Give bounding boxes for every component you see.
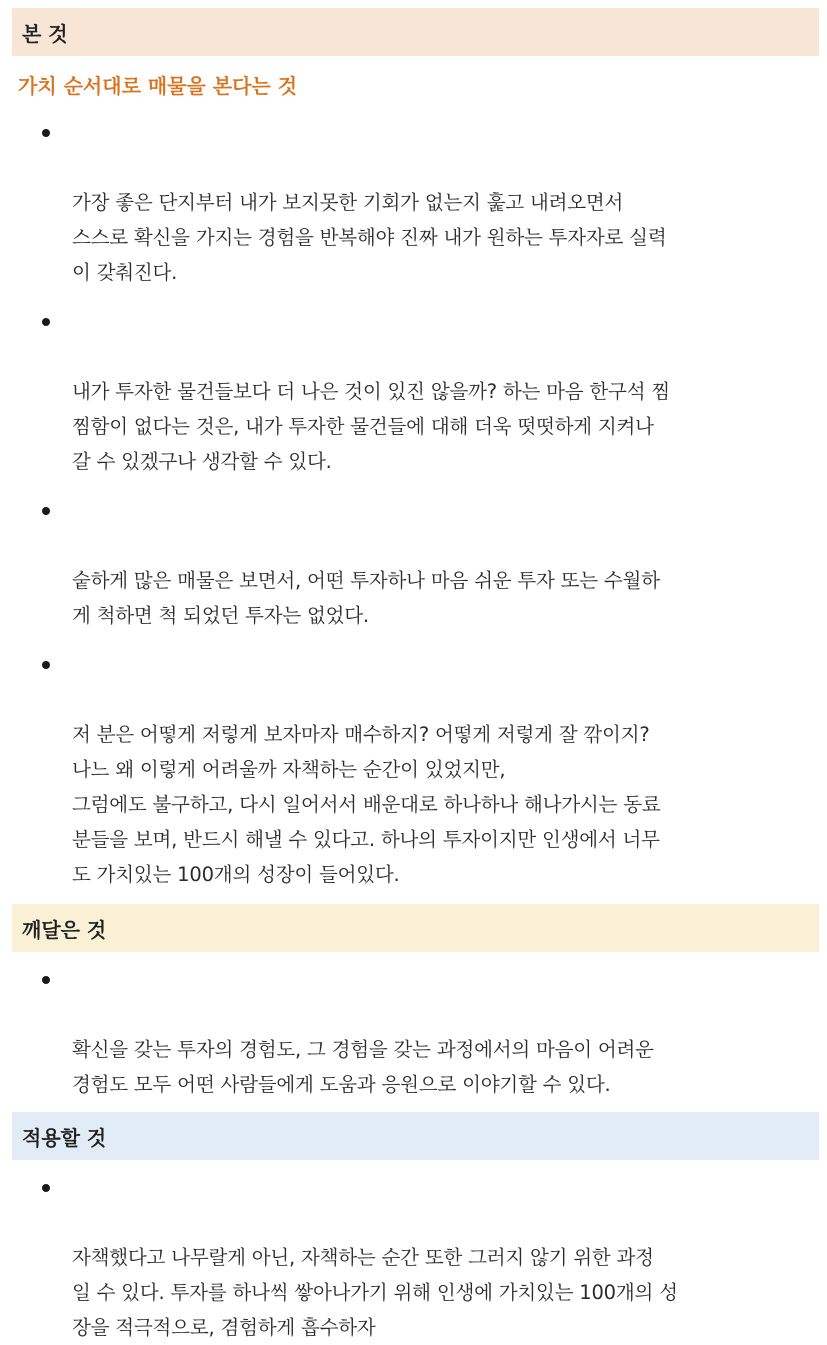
list-item	[36, 1170, 819, 1345]
list-item	[36, 493, 819, 633]
list-item	[36, 962, 819, 1102]
list-item	[36, 115, 819, 290]
bullet-icon	[42, 661, 50, 669]
list-item	[36, 647, 819, 892]
bullet-icon	[42, 507, 50, 515]
bullet-icon	[42, 1184, 50, 1192]
bullet-list-realized	[12, 962, 819, 1102]
subheading-value-order: 가치 순서대로 매물을 본다는 것	[18, 74, 298, 98]
section-header-apply	[12, 1112, 819, 1160]
list-item-text: 숱하게 많은 매물은 보면서, 어떤 투자하나 마음 쉬운 투자 또는 수월하 게 척하면 척 되었던 투자는 없었다.	[72, 569, 660, 627]
section-title-seen: 본 것	[22, 21, 68, 46]
bullet-list-apply	[12, 1170, 819, 1345]
section-title-apply: 적용할 것	[22, 1125, 107, 1150]
list-item-text: 자책했다고 나무랄게 아닌, 자책하는 순간 또한 그러지 않기 위한 과정 일 수 있다. 투자를 하나씩 쌓아나가기 위해 인생에 가치있는 100개의 성 장을 적극적으로, 겸험하게 흡수하자	[72, 1246, 678, 1339]
list-item-text: 확신을 갖는 투자의 경험도, 그 경험을 갖는 과정에서의 마음이 어려운 경험도 모두 어떤 사람들에게 도움과 응원으로 이야기할 수 있다.	[72, 1038, 654, 1096]
bullet-list-seen	[12, 115, 819, 892]
section-header-seen	[12, 8, 819, 56]
section-header-realized	[12, 904, 819, 952]
list-item-text: 내가 투자한 물건들보다 더 나은 것이 있진 않을까? 하는 마음 한구석 찜 찜함이 없다는 것은, 내가 투자한 물건들에 대해 더욱 떳떳하게 지켜나 갈 수 있겠구나 생각할 수 있다.	[72, 380, 670, 473]
section-title-realized: 깨달은 것	[22, 917, 107, 942]
list-item-text: 가장 좋은 단지부터 내가 보지못한 기회가 없는지 훑고 내려오면서 스스로 확신을 가지는 경험을 반복해야 진짜 내가 원하는 투자자로 실력 이 갖춰진다.	[72, 191, 667, 284]
bullet-icon	[42, 976, 50, 984]
list-item-text: 저 분은 어떻게 저렇게 보자마자 매수하지? 어떻게 저렇게 잘 깎이지? 나느 왜 이렇게 어려울까 자책하는 순간이 있었지만, 그럼에도 불구하고, 다시 일어서서 배운대로 하나하나 해나가시는 동료 분들을 보며, 반드시 해낼 수 있다고. 하나의 투자이지만 인생에서 너무 도 가치있는 100개의 성장이 들어있다.	[72, 723, 661, 886]
bullet-icon	[42, 129, 50, 137]
bullet-icon	[42, 318, 50, 326]
list-item	[36, 304, 819, 479]
